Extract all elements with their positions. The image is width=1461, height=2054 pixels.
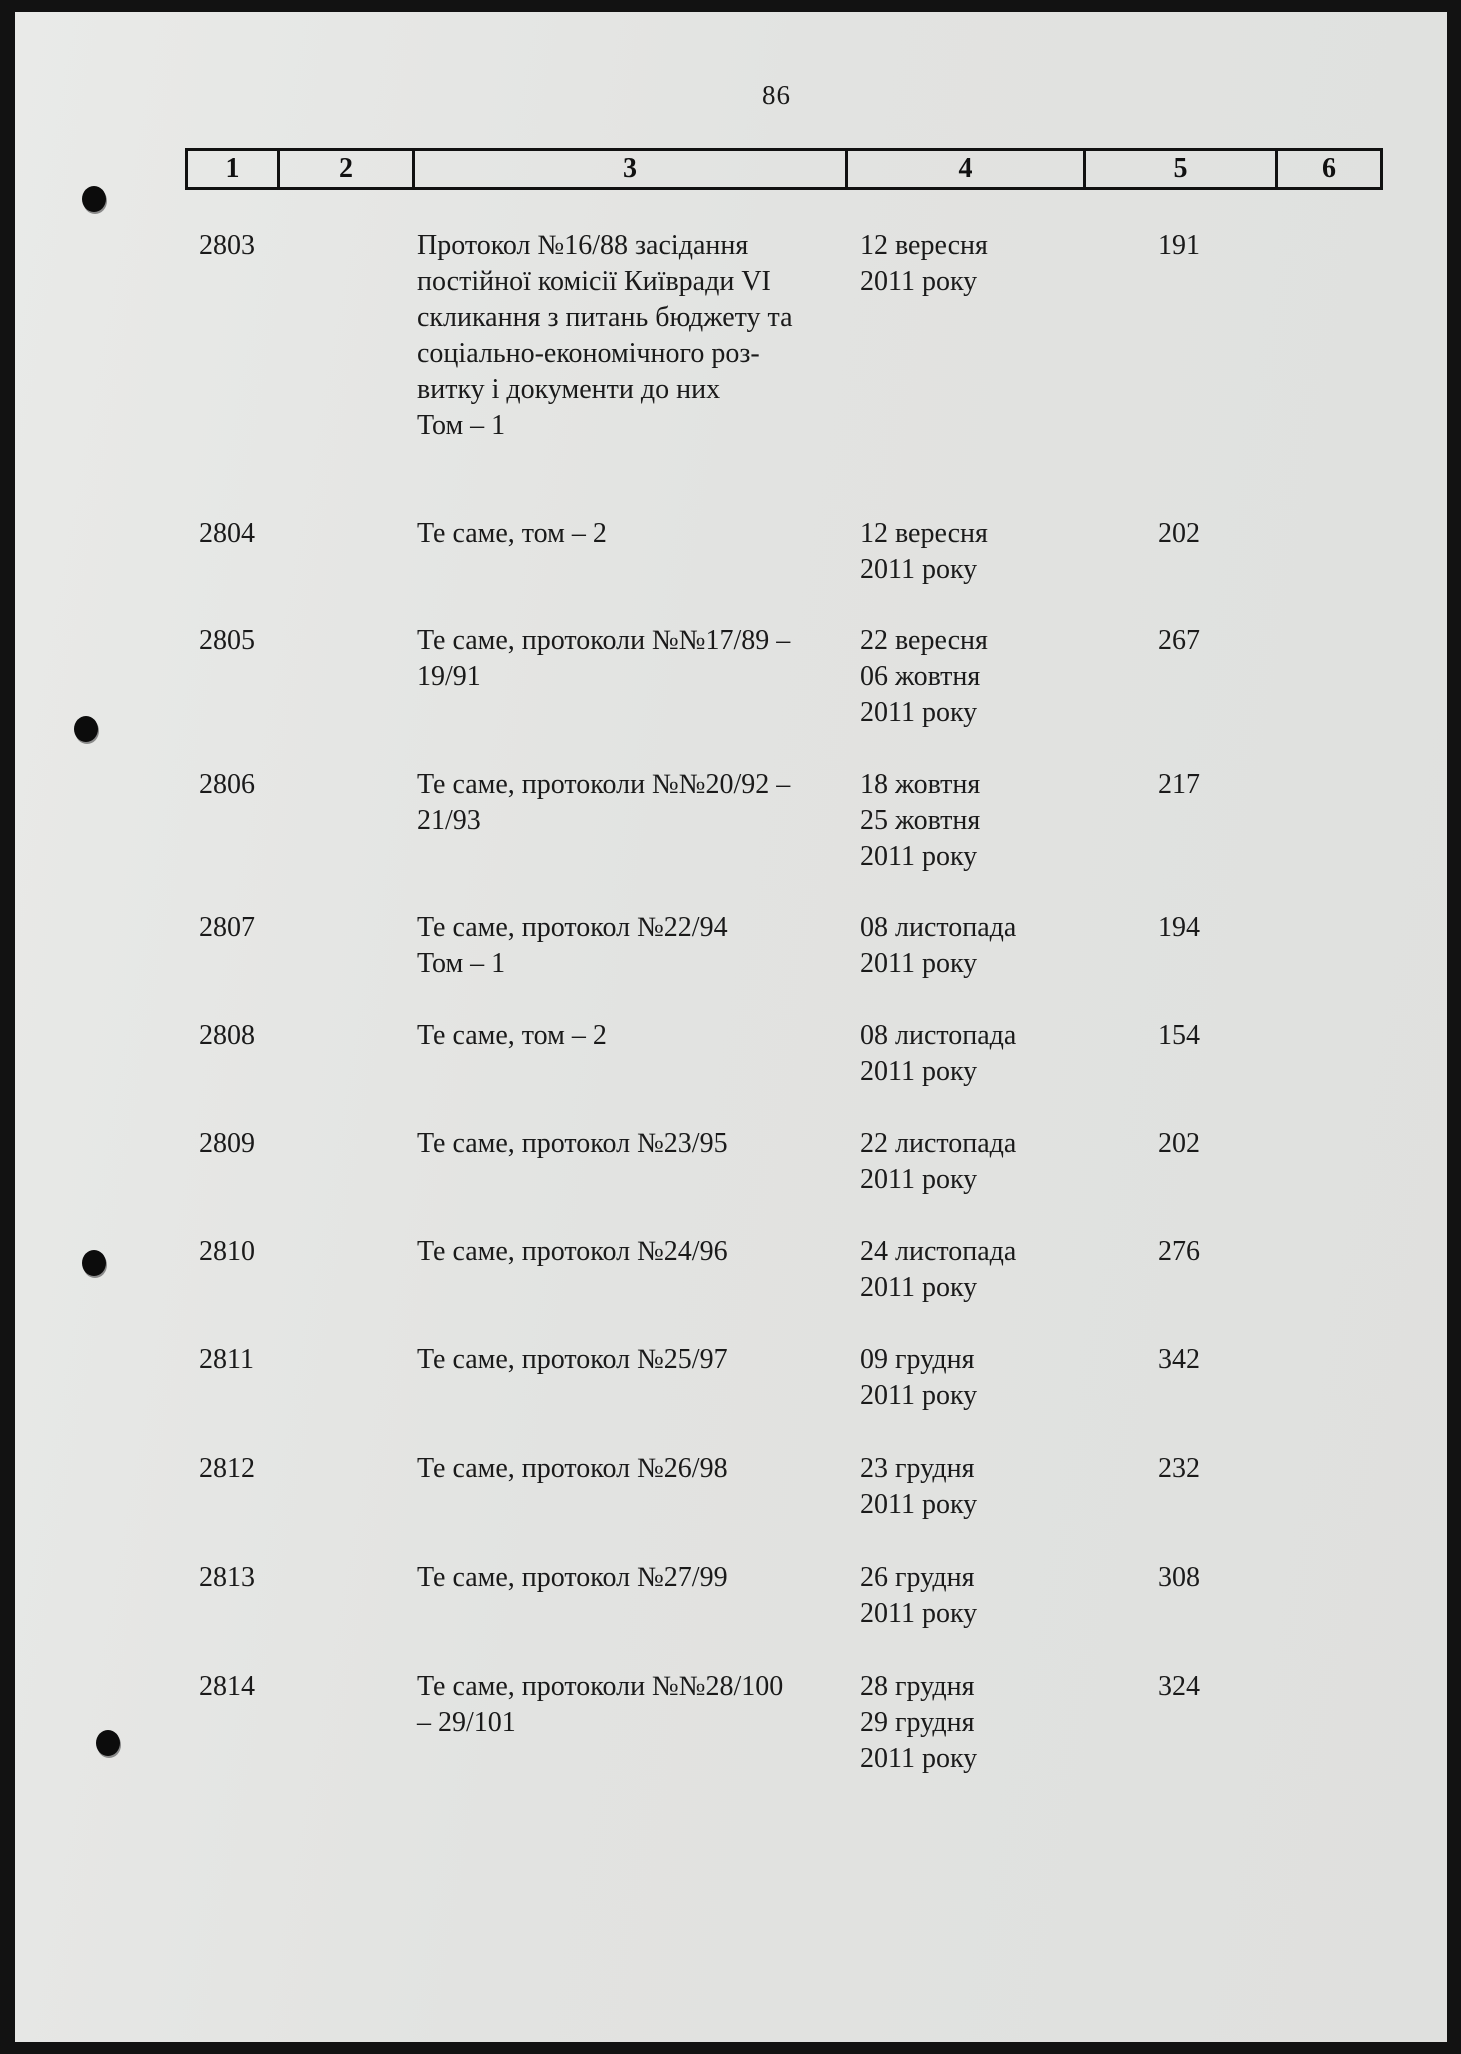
date-line: 08 листопада: [860, 912, 1017, 943]
date-line: 22 листопада: [860, 1128, 1017, 1159]
entry-description: [417, 1451, 857, 1487]
entry-description: [417, 767, 857, 839]
description-line: скликання з питань бюджету та: [417, 302, 793, 333]
date-line: 08 листопада: [860, 1020, 1017, 1051]
entry-dates: [860, 516, 988, 588]
entry-dates: [860, 623, 988, 731]
description-line: – 29/101: [417, 1707, 516, 1738]
date-line: 12 вересня: [860, 230, 988, 261]
description-line: Те саме, протокол №26/98: [417, 1453, 728, 1484]
entry-sheet-count: 324: [1158, 1671, 1200, 1702]
table-header: [185, 148, 1383, 190]
description-line: Том – 1: [417, 948, 506, 979]
entry-sheet-count: 217: [1158, 769, 1200, 800]
entry-description: [417, 516, 857, 552]
description-line: Те саме, протокол №24/96: [417, 1236, 728, 1267]
punch-hole: [74, 716, 98, 742]
entry-number: 2806: [199, 769, 255, 800]
entry-sheet-count: 308: [1158, 1562, 1200, 1593]
entry-number: 2814: [199, 1671, 255, 1702]
description-line: Те саме, протоколи №№17/89 –: [417, 625, 791, 656]
date-line: 12 вересня: [860, 518, 988, 549]
header-cell-6: 6: [1322, 153, 1336, 184]
date-line: 18 жовтня: [860, 769, 981, 800]
description-line: Те саме, протокол №25/97: [417, 1344, 728, 1375]
description-line: Том – 1: [417, 410, 506, 441]
entry-number: 2807: [199, 912, 255, 943]
entry-number: 2809: [199, 1128, 255, 1159]
entry-description: [417, 623, 857, 695]
date-line: 2011 року: [860, 266, 978, 297]
entry-number: 2804: [199, 518, 255, 549]
date-line: 26 грудня: [860, 1562, 975, 1593]
entry-sheet-count: 191: [1158, 230, 1200, 261]
header-cell-5: 5: [1086, 151, 1278, 187]
description-line: Те саме, том – 2: [417, 1020, 607, 1051]
entry-dates: [860, 1126, 1016, 1198]
entry-description: [417, 1018, 857, 1054]
entry-sheet-count: 232: [1158, 1453, 1200, 1484]
date-line: 2011 року: [860, 554, 978, 585]
description-line: Те саме, протокол №23/95: [417, 1128, 728, 1159]
punch-hole: [82, 1250, 106, 1276]
date-line: 06 жовтня: [860, 661, 981, 692]
punch-hole: [82, 186, 106, 212]
entry-sheet-count: 202: [1158, 1128, 1200, 1159]
entry-dates: [860, 1234, 1016, 1306]
description-line: Те саме, протокол №22/94: [417, 912, 728, 943]
date-line: 2011 року: [860, 1598, 978, 1629]
entry-number: 2812: [199, 1453, 255, 1484]
date-line: 23 грудня: [860, 1453, 975, 1484]
description-line: Протокол №16/88 засідання: [417, 230, 749, 261]
date-line: 24 листопада: [860, 1236, 1017, 1267]
date-line: 2011 року: [860, 1489, 978, 1520]
date-line: 2011 року: [860, 697, 978, 728]
entry-dates: [860, 1560, 977, 1632]
date-line: 22 вересня: [860, 625, 988, 656]
entry-sheet-count: 154: [1158, 1020, 1200, 1051]
entry-number: 2813: [199, 1562, 255, 1593]
date-line: 2011 року: [860, 1743, 978, 1774]
header-cell-2: 2: [280, 151, 415, 187]
description-line: витку і документи до них: [417, 374, 721, 405]
entry-dates: [860, 1451, 977, 1523]
entry-description: [417, 1560, 857, 1596]
entry-description: [417, 1234, 857, 1270]
entry-description: [417, 1342, 857, 1378]
date-line: 2011 року: [860, 841, 978, 872]
entry-dates: [860, 910, 1016, 982]
date-line: 28 грудня: [860, 1671, 975, 1702]
entry-description: [417, 910, 857, 982]
description-line: Те саме, протокол №27/99: [417, 1562, 728, 1593]
header-cell-4: 4: [848, 151, 1086, 187]
date-line: 2011 року: [860, 1272, 978, 1303]
description-line: Те саме, том – 2: [417, 518, 607, 549]
date-line: 25 жовтня: [860, 805, 981, 836]
entry-sheet-count: 267: [1158, 625, 1200, 656]
entry-description: [417, 1126, 857, 1162]
date-line: 09 грудня: [860, 1344, 975, 1375]
page-number: 86: [762, 80, 791, 110]
date-line: 2011 року: [860, 1164, 978, 1195]
date-line: 2011 року: [860, 1380, 978, 1411]
entry-dates: [860, 228, 988, 300]
entry-sheet-count: 342: [1158, 1344, 1200, 1375]
entry-sheet-count: 202: [1158, 518, 1200, 549]
entry-dates: [860, 1342, 977, 1414]
entry-sheet-count: 276: [1158, 1236, 1200, 1267]
entry-description: [417, 1669, 857, 1741]
entry-dates: [860, 767, 980, 875]
date-line: 29 грудня: [860, 1707, 975, 1738]
date-line: 2011 року: [860, 948, 978, 979]
description-line: постійної комісії Київради VI: [417, 266, 771, 297]
date-line: 2011 року: [860, 1056, 978, 1087]
entry-number: 2808: [199, 1020, 255, 1051]
entry-sheet-count: 194: [1158, 912, 1200, 943]
punch-hole: [96, 1730, 120, 1756]
description-line: 21/93: [417, 805, 481, 836]
entry-number: 2810: [199, 1236, 255, 1267]
entry-dates: [860, 1669, 977, 1777]
description-line: Те саме, протоколи №№20/92 –: [417, 769, 791, 800]
description-line: 19/91: [417, 661, 481, 692]
description-line: Те саме, протоколи №№28/100: [417, 1671, 784, 1702]
entry-number: 2811: [199, 1344, 254, 1375]
entry-number: 2803: [199, 230, 255, 261]
header-cell-3: 3: [415, 151, 848, 187]
header-cell-1: 1: [188, 151, 280, 187]
entry-dates: [860, 1018, 1016, 1090]
entry-description: [417, 228, 857, 444]
entry-number: 2805: [199, 625, 255, 656]
description-line: соціально-економічного роз-: [417, 338, 760, 369]
